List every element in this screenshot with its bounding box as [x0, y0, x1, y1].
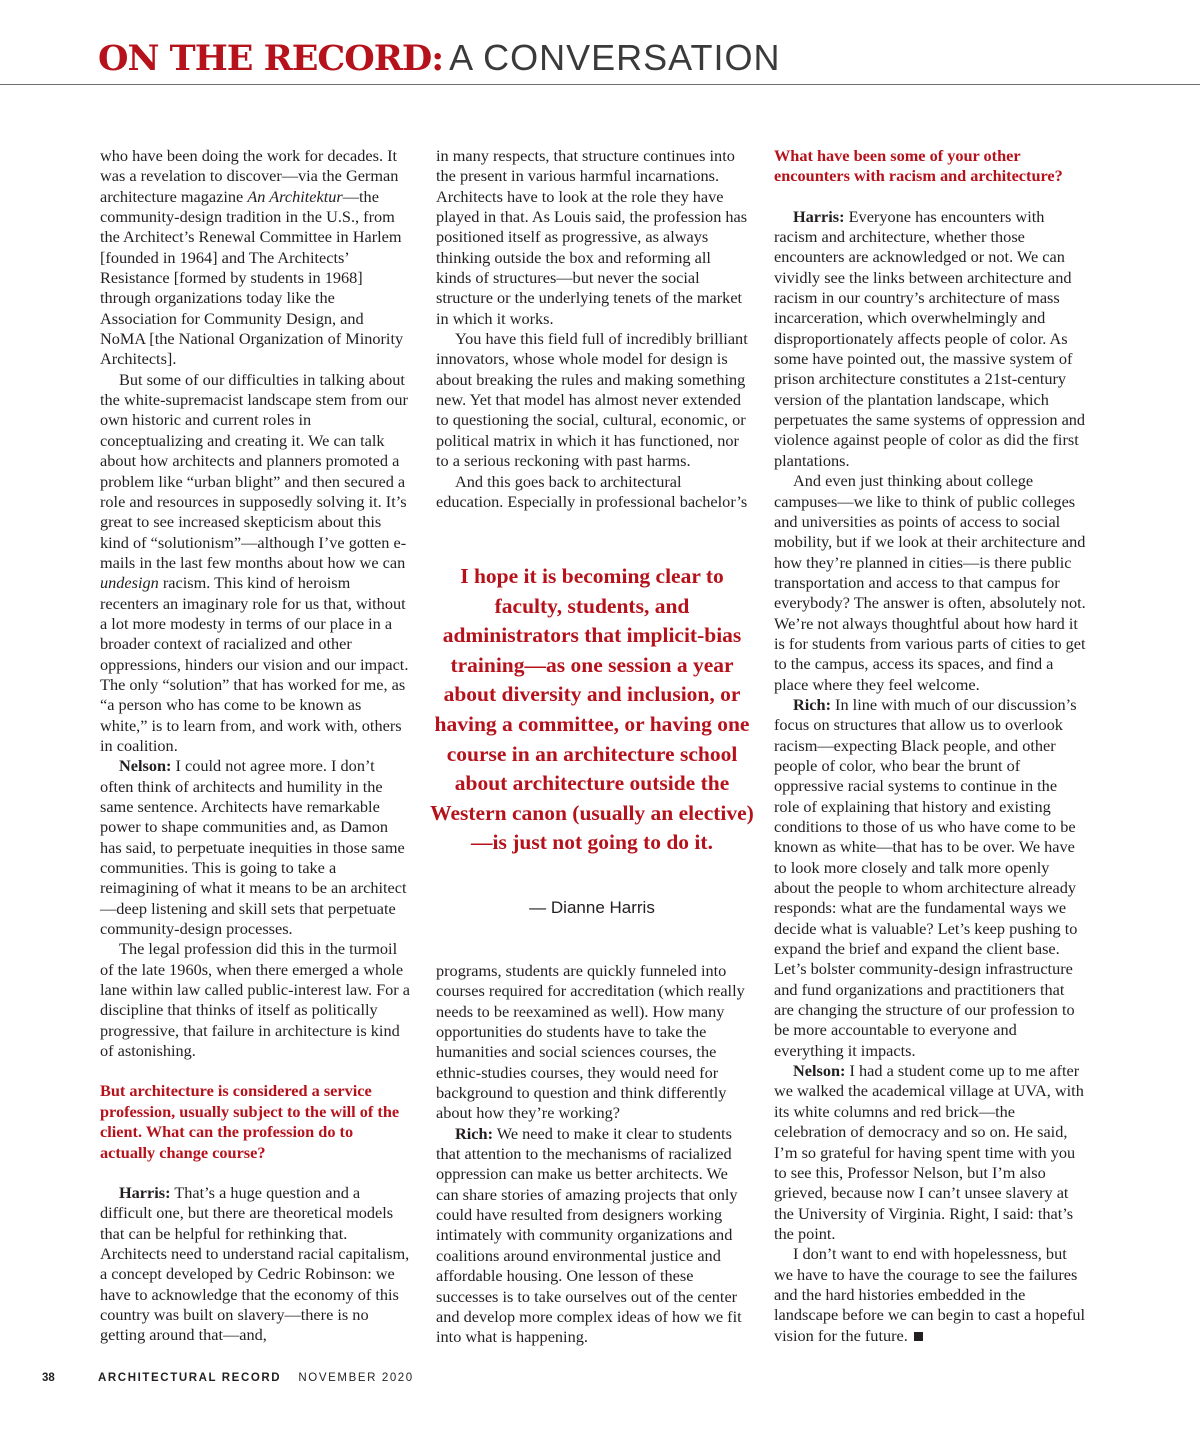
magazine-title: An Architektur	[247, 186, 343, 206]
paragraph: in many respects, that structure continues into the present in various harmful incarnations. Architects have to look at the role they have played in that. As Louis said, the profession has positioned itself as progressive, as always thinking outside the box and reforming all kinds of structures—but never the social structure or the underlying tenets of the market in which it works.	[436, 146, 748, 328]
paragraph	[774, 1061, 1086, 1244]
page-footer	[42, 1372, 414, 1384]
text-run: racism. This kind of heroism recenters an imaginary role for us that, without a lot more modesty in terms of our place in a broader context of racialized and other oppressions, hinders our vision and our impact. The only “solution” that has worked for me, as “a person who has come to be known as white,” is to learn from, and work with, others in coalition.	[100, 573, 409, 755]
interview-question: What have been some of your other encounters with racism and architecture?	[774, 146, 1063, 186]
column-1	[100, 146, 412, 1346]
speaker-name: Harris:	[119, 1182, 171, 1202]
header-rule	[0, 84, 1200, 85]
column-2-top	[436, 146, 750, 512]
paragraph	[774, 695, 1086, 1061]
text-run: That’s a huge question and a difficult one, but there are theoretical models that can be helpful for rethinking that. Architects need to understand racial capitalism, a concept developed by Cedric Robinson: we have to acknowledge that the economy of this country was built on slavery—there is no getting around that—and,	[100, 1182, 410, 1345]
spacer	[774, 187, 1086, 207]
text-run: I could not agree more. I don’t often think of architects and humility in the same sentence. Architects have remarkable power to shape communities and, as Damon has said, to perpetuate inequities in those same communities. This is going to take a reimagining of what it means to be an architect—deep listening and skill sets that perpetuate community-design processes.	[100, 756, 407, 939]
paragraph: And even just thinking about college campuses—we like to think of public colleges and universities as points of access to social mobility, but if we look at their architecture and how they’re planned in cities—is there public transportation and access to that campus for everybody? The answer is often, absolutely not. We’re not always thoughtful about how hard it is for students from various parts of cities to get to the campus, access its spaces, and find a place where they feel welcome.	[774, 471, 1086, 694]
speaker-name: Rich:	[455, 1123, 493, 1143]
header-title-light: A CONVERSATION	[449, 37, 781, 78]
emphasis: undesign	[100, 573, 159, 593]
speaker-name: Rich:	[793, 694, 831, 714]
text-run: Everyone has encounters with racism and architecture, whether those encounters are acknowledged or not. We can vividly see the links between architecture and racism in our country’s architecture of mass incarceration, which overwhelmingly and disproportionately affects people of color. As some have pointed out, the massive system of prison architecture constitutes a 21st-century version of the plantation landscape, which perpetuates the same systems of oppression and violence against people of color as did the first plantations.	[774, 206, 1086, 470]
speaker-name: Nelson:	[793, 1061, 846, 1081]
page-number: 38	[42, 1372, 55, 1384]
pull-quote: I hope it is becoming clear to faculty, students, and administrators that implicit-bias training—as one session a year about diversity and inclusion, or having a committee, or having one course in an architecture school about architecture outside the Western canon (usually an elective)—is just not going to do it.	[430, 564, 754, 855]
text-run: In line with much of our discussion’s focus on structures that allow us to overlook racism—expecting Black people, and other people of color, who bear the brunt of oppressive racial systems to continue in the role of explaining that history and existing conditions to those of us who have come to be known as white—that has to be over. We have to look more closely and talk more openly about the people to whom architecture already responds: what are the fundamental ways we decide what is valuable? Let’s keep pushing to expand the brief and expand the client base. Let’s bolster community-design infrastructure and fund organizations and practitioners that are changing the structure of our profession to be more accountable to everyone and everything it impacts.	[774, 694, 1078, 1060]
text-run: But some of our difficulties in talking about the white-supremacist landscape stem from our own historic and current roles in conceptualizing and creating it. We can talk about how architects and planners promoted a problem like “urban blight” and then secured a role and resources in supposedly solving it. It’s great to see increased skepticism about this kind of “solutionism”—although I’ve gotten e-mails in the last few months about how we can	[100, 369, 408, 572]
interview-question: But architecture is considered a service profession, usually subject to the will of the client. What can the profession do to actually change course?	[100, 1081, 400, 1162]
end-mark-icon	[914, 1332, 923, 1341]
paragraph: The legal profession did this in the turmoil of the late 1960s, when there emerged a whole lane within law called public-interest law. For a discipline that thinks of itself as politically progressive, that failure in architecture is kind of astonishing.	[100, 939, 410, 1061]
paragraph: And this goes back to architectural education. Especially in professional bachelor’s	[436, 471, 748, 511]
paragraph	[774, 207, 1086, 471]
speaker-name: Nelson:	[119, 756, 172, 776]
text-run: I don’t want to end with hopelessness, but we have to have the courage to see the failures and the hard histories embedded in the landscape before we can begin to cast a hopeful vision for the future.	[774, 1244, 1086, 1345]
header-title-bold: ON THE RECORD:	[98, 38, 444, 79]
paragraph	[100, 756, 412, 939]
paragraph	[774, 1244, 1086, 1346]
paragraph	[436, 1124, 750, 1348]
text-run: —the community-design tradition in the U.S., from the Architect’s Renewal Committee in Harlem [founded in 1964] and The Architects’ Resistance [formed by students in 1968] through organizations today like the Association for Community Design, and NoMA [the National Organization of Minority Architects].	[100, 186, 404, 369]
pull-quote-attribution: — Dianne Harris	[529, 898, 655, 917]
paragraph	[100, 1183, 412, 1346]
text-run: I had a student come up to me after we walked the academical village at UVA, with its white columns and red brick—the celebration of democracy and so on. He said, I’m so grateful for having spent time with you to see this, Professor Nelson, but I’m also grieved, because now I can’t unsee slavery at the University of Virginia. Right, I said: that’s the point.	[774, 1061, 1084, 1243]
paragraph	[100, 146, 412, 370]
magazine-name: ARCHITECTURAL RECORD	[98, 1372, 282, 1384]
column-3	[774, 146, 1086, 1346]
spacer	[100, 1061, 412, 1081]
paragraph: You have this field full of incredibly brilliant innovators, whose whole model for design is about breaking the rules and making something new. Yet that model has almost never extended to questioning the social, cultural, economic, or political matrix in which it has functioned, nor to a serious reckoning with past harms.	[436, 329, 748, 471]
page-header	[98, 37, 781, 79]
issue-date: NOVEMBER 2020	[298, 1372, 414, 1384]
paragraph: programs, students are quickly funneled into courses required for accreditation (which really needs to be reexamined as well). How many opportunities do students have to take the humanities and social sciences courses, the ethnic-studies courses, they would need for background to question and think differently about how they’re working?	[436, 961, 745, 1123]
spacer	[100, 1163, 412, 1183]
text-run: who have been doing the work for decades. It was a revelation to discover—via the German architecture magazine	[100, 146, 399, 206]
text-run: We need to make it clear to students that attention to the mechanisms of racialized oppression can make us better architects. We can share stories of amazing projects that only could have resulted from designers working intimately with community organizations and coalitions around environmental justice and affordable housing. One lesson of these successes is to take ourselves out of the center and develop more complex ideas of how we fit into what is happening.	[436, 1123, 742, 1347]
column-2-bottom	[436, 961, 750, 1348]
speaker-name: Harris:	[793, 206, 845, 226]
paragraph	[100, 370, 412, 757]
